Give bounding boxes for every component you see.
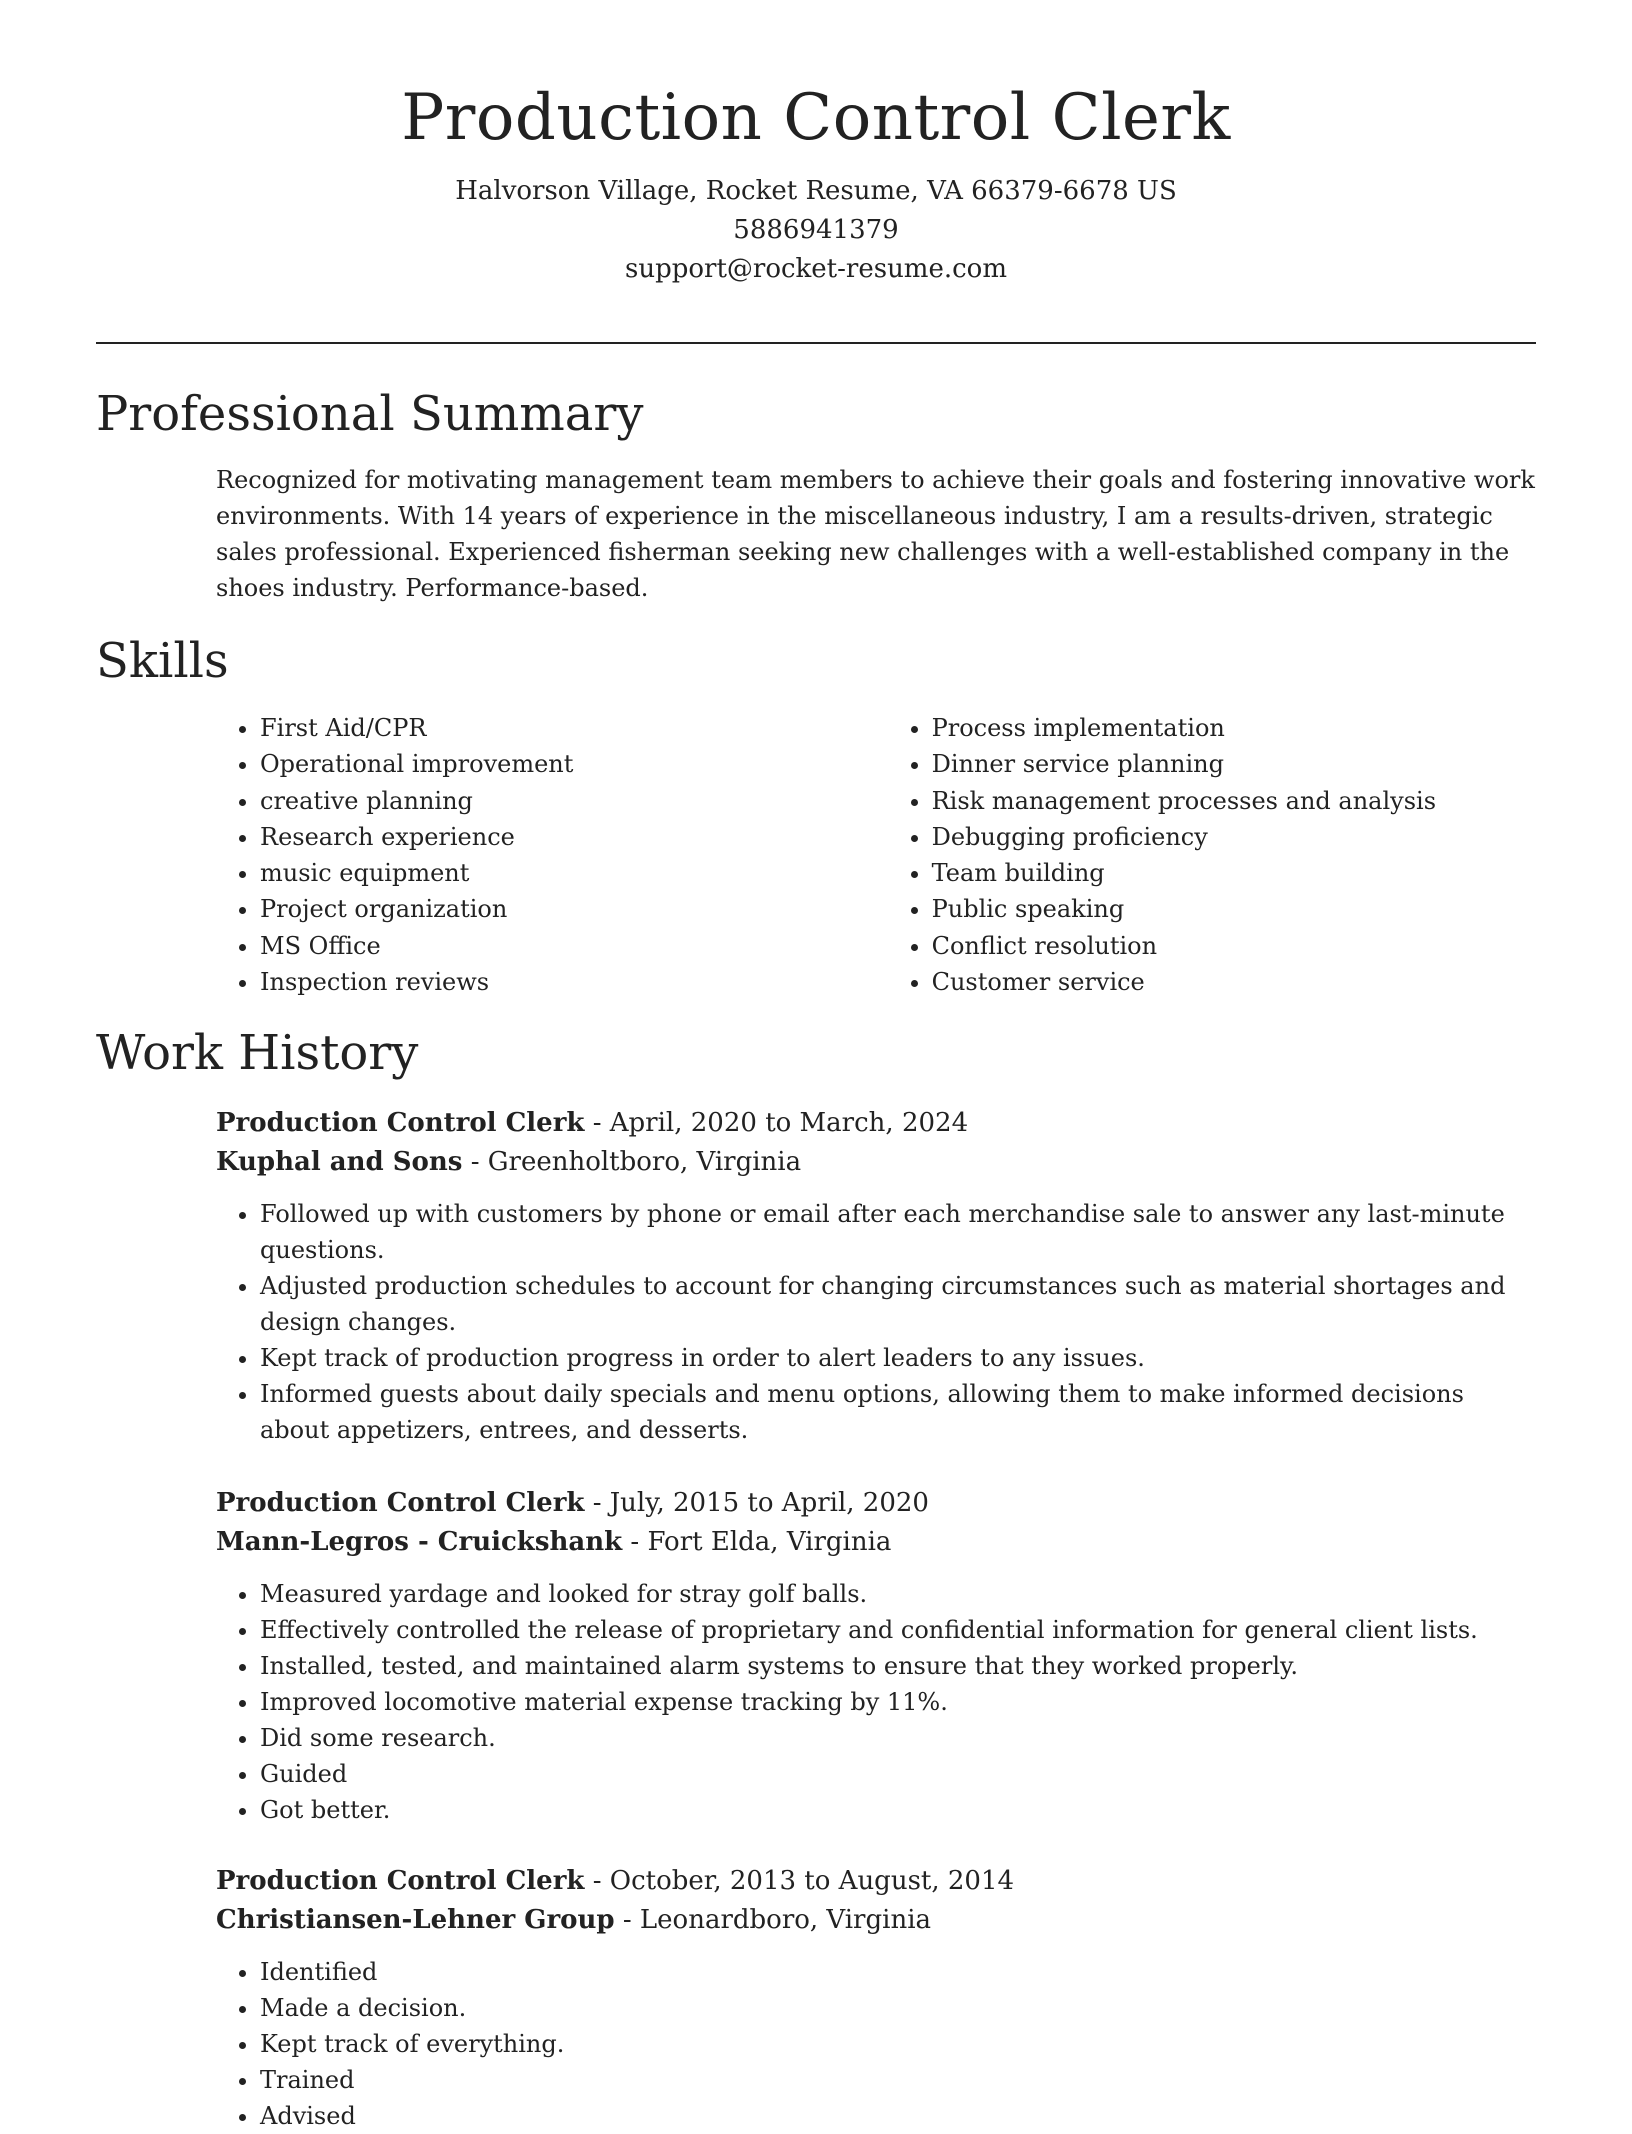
job-bullet: • Measured yardage and looked for stray golf balls. — [260, 1576, 1536, 1612]
skill-item: • Risk management processes and analysis — [932, 783, 1536, 819]
skill-item: • Inspection reviews — [260, 964, 888, 1000]
job-title-line — [216, 1104, 1536, 1143]
skill-item: • MS Office — [260, 928, 888, 964]
skill-item: • Dinner service planning — [932, 746, 1536, 782]
job-bullet: • Kept track of everything. — [260, 2026, 1536, 2062]
job-entry — [216, 1104, 1536, 1448]
phone-number: 5886941379 — [733, 215, 899, 245]
skill-item: • Debugging proficiency — [932, 819, 1536, 855]
skill-item: • Conflict resolution — [932, 928, 1536, 964]
contact-info — [96, 172, 1536, 289]
job-bullet: • Kept track of production progress in order to alert leaders to any issues. — [260, 1340, 1536, 1376]
header-divider — [96, 342, 1536, 344]
job-bullets — [216, 1196, 1536, 1448]
skills-column-right — [888, 710, 1536, 1000]
job-location: - Fort Elda, Virginia — [622, 1527, 892, 1557]
job-location: - Greenholtboro, Virginia — [462, 1147, 802, 1177]
job-entry — [216, 1862, 1536, 2134]
job-bullet: • Did some research. — [260, 1720, 1536, 1756]
skill-item: • Project organization — [260, 891, 888, 927]
skill-item: • Public speaking — [932, 891, 1536, 927]
job-bullet: • Got better. — [260, 1792, 1536, 1828]
skill-item: • Team building — [932, 855, 1536, 891]
resume-header — [96, 78, 1536, 289]
job-bullet: • Informed guests about daily specials and menu options, allowing them to make informed decisions about appetizers, entrees, and desserts. — [260, 1376, 1536, 1448]
skill-item: • First Aid/CPR — [260, 710, 888, 746]
job-company: Kuphal and Sons — [216, 1147, 463, 1177]
job-bullets — [216, 1576, 1536, 1828]
job-role: Production Control Clerk — [216, 1108, 585, 1138]
skill-item: • music equipment — [260, 855, 888, 891]
skill-item: • Customer service — [932, 964, 1536, 1000]
job-bullet: • Identified — [260, 1954, 1536, 1990]
job-bullet: • Followed up with customers by phone or email after each merchandise sale to answer any last-minute questions. — [260, 1196, 1536, 1268]
job-dates: - April, 2020 to March, 2024 — [584, 1108, 969, 1138]
email-address: support@rocket-resume.com — [624, 254, 1007, 284]
job-bullet: • Installed, tested, and maintained alarm systems to ensure that they worked properly. — [260, 1648, 1536, 1684]
job-title-line — [216, 1484, 1536, 1523]
skill-item: • Research experience — [260, 819, 888, 855]
job-bullets — [216, 1954, 1536, 2134]
skills-heading: Skills — [96, 633, 229, 689]
candidate-name: Production Control Clerk — [401, 81, 1231, 155]
summary-heading: Professional Summary — [96, 386, 644, 442]
address: Halvorson Village, Rocket Resume, VA 66379-6678 US — [455, 176, 1177, 206]
job-bullet: • Adjusted production schedules to account for changing circumstances such as material shortages and design changes. — [260, 1268, 1536, 1340]
job-location: - Leonardboro, Virginia — [614, 1905, 932, 1935]
job-role: Production Control Clerk — [216, 1866, 585, 1896]
job-entry — [216, 1484, 1536, 1828]
skill-item: • Process implementation — [932, 710, 1536, 746]
job-role: Production Control Clerk — [216, 1488, 585, 1518]
job-company-line — [216, 1523, 1536, 1562]
job-bullet: • Improved locomotive material expense tracking by 11%. — [260, 1684, 1536, 1720]
job-company: Christiansen-Lehner Group — [216, 1905, 615, 1935]
skills-column-left — [216, 710, 888, 1000]
skill-item: • Operational improvement — [260, 746, 888, 782]
job-dates: - October, 2013 to August, 2014 — [584, 1866, 1015, 1896]
job-bullet: • Advised — [260, 2098, 1536, 2134]
job-bullet: • Guided — [260, 1756, 1536, 1792]
job-title-line — [216, 1862, 1536, 1901]
summary-text: Recognized for motivating management team members to achieve their goals and fostering innovative work environments. With 14 years of experience in the miscellaneous industry, I am a results-driven, strategic sales professional. Experienced fisherman seeking new challenges with a well-established company in the shoes industry. Performance-based. — [216, 466, 1535, 602]
job-dates: - July, 2015 to April, 2020 — [584, 1488, 929, 1518]
job-company-line — [216, 1901, 1536, 1940]
job-bullet: • Trained — [260, 2062, 1536, 2098]
skills-list — [216, 710, 1536, 1000]
job-company: Mann-Legros - Cruickshank — [216, 1527, 623, 1557]
work-history-heading: Work History — [96, 1025, 419, 1081]
job-bullet: • Made a decision. — [260, 1990, 1536, 2026]
job-bullet: • Effectively controlled the release of proprietary and confidential information for general client lists. — [260, 1612, 1536, 1648]
skill-item: • creative planning — [260, 783, 888, 819]
job-company-line — [216, 1143, 1536, 1182]
